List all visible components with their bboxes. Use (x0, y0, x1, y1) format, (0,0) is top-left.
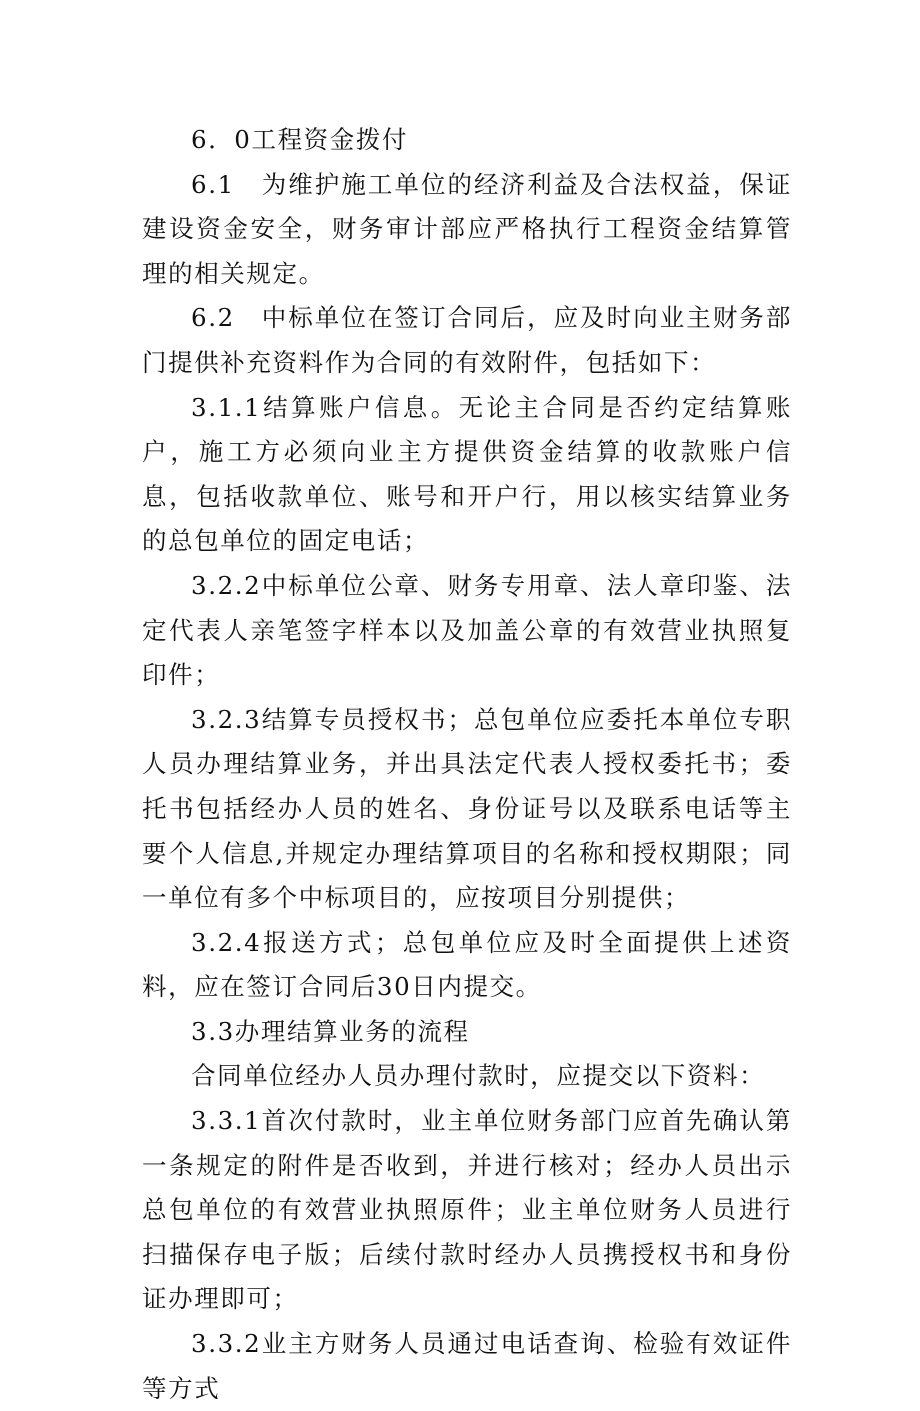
paragraph-3-2-3: 3.2.3结算专员授权书；总包单位应委托本单位专职人员办理结算业务，并出具法定代表人授权委托书；委托书包括经办人员的姓名、身份证号以及联系电话等主要个人信息,并规定办理结算项目的名称和授权期限；同一单位有多个中标项目的，应按项目分别提供； (142, 704, 792, 913)
paragraph-3-3-1: 3.3.1首次付款时，业主单位财务部门应首先确认第一条规定的附件是否收到，并进行核对；经办人员出示总包单位的有效营业执照原件；业主单位财务人员进行扫描保存电子版；后续付款时经办人员携授权书和身份证办理即可； (142, 1106, 792, 1314)
paragraph-3-3-2: 3.3.2业主方财务人员通过电话查询、检验有效证件等方式 (142, 1329, 792, 1403)
document-body (142, 118, 792, 1411)
paragraph-3-2-2: 3.2.2中标单位公章、财务专用章、法人章印鉴、法定代表人亲笔签字样本以及加盖公章的有效营业执照复印件； (142, 570, 792, 690)
paragraph-6-1: 6.1 为维护施工单位的经济利益及合法权益，保证建设资金安全，财务审计部应严格执行工程资金结算管理的相关规定。 (142, 169, 792, 288)
section-heading-6-0: 6．0工程资金拨付 (191, 125, 409, 154)
paragraph-payment-intro: 合同单位经办人员办理付款时，应提交以下资料： (191, 1061, 766, 1091)
paragraph-3-2-4: 3.2.4报送方式；总包单位应及时全面提供上述资料，应在签订合同后30日内提交。 (142, 927, 792, 1002)
section-heading-3-3: 3.3办理结算业务的流程 (191, 1016, 470, 1046)
paragraph-6-2: 6.2 中标单位在签订合同后，应及时向业主财务部门提供补充资料作为合同的有效附件，包括如下： (142, 303, 792, 377)
paragraph-3-1-1: 3.1.1结算账户信息。无论主合同是否约定结算账户，施工方必须向业主方提供资金结算的收款账户信息，包括收款单位、账号和开户行，用以核实结算业务的总包单位的固定电话； (142, 392, 792, 556)
